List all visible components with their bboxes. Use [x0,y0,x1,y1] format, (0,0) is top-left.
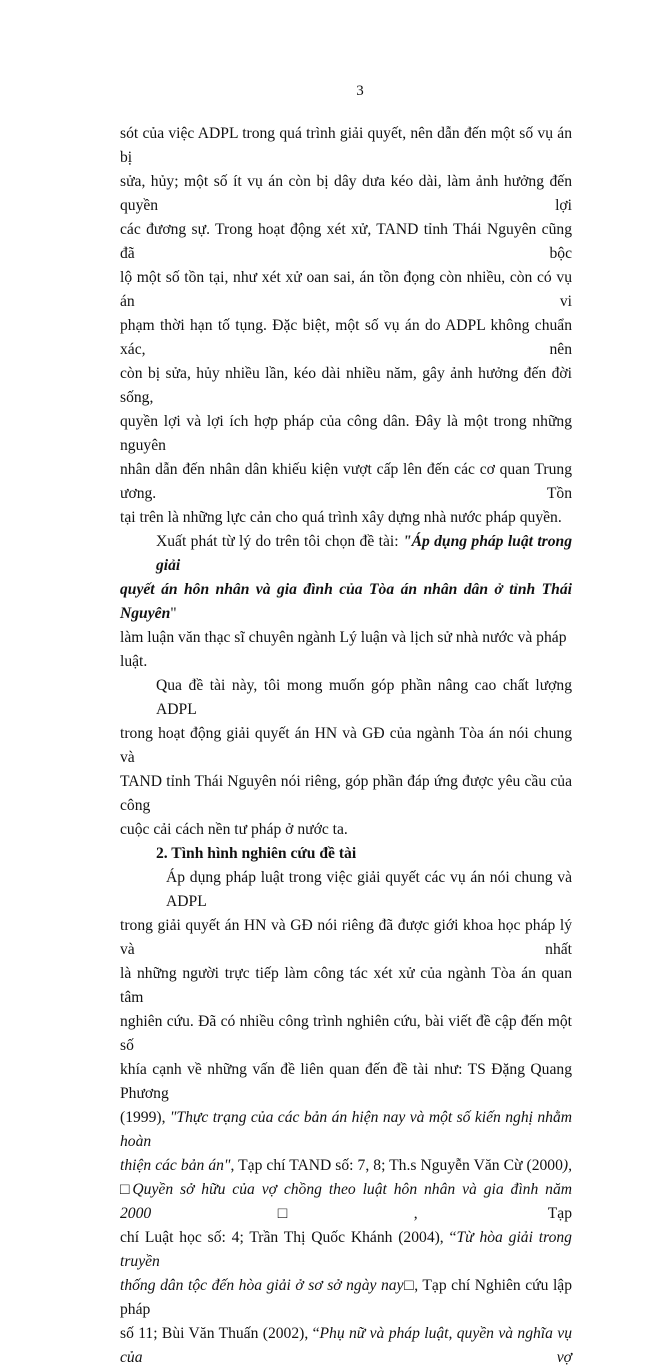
text-segment: khía cạnh về những vấn đề liên quan đến đề tài như: TS Đặng Quang Phương [120,1061,572,1102]
text-line [120,122,572,170]
text-line [120,218,572,266]
text-segment: quyết án hôn nhân và gia đình của Tòa án nhân dân ở tỉnh Thái Nguyên [120,581,572,622]
text-line [120,410,572,458]
text-segment: Từ hòa giải trong truyền [120,1229,572,1270]
text-segment: quyền lợi và lợi ích hợp pháp của công dân. Đây là một trong những nguyên [120,413,572,454]
text-segment: , Tạp [413,1205,573,1222]
text-segment: trong hoạt động giải quyết án HN và GĐ của ngành Tòa án nói chung và [120,725,572,766]
text-segment: , Tạp chí Nghiên cứu lập pháp [120,1277,572,1318]
text-segment: phạm thời hạn tố tụng. Đặc biệt, một số vụ án do ADPL không chuẩn xác, nên [120,317,572,358]
text-segment: □Quyền sở hữu của vợ chồng theo luật hôn nhân và gia đình năm 2000□ [120,1181,572,1222]
text-segment: tại trên là những lực cản cho quá trình xây dựng nhà nước pháp quyền. [120,509,562,526]
text-segment: số 11; Bùi Văn Thuấn (2002), “ [120,1325,320,1342]
text-line [120,578,572,626]
text-segment: ), [562,1157,572,1174]
text-line [120,1058,572,1106]
text-line [120,1274,572,1322]
text-segment: thiện các bản án" [120,1157,231,1174]
text-line [120,506,572,530]
text-line [120,770,572,818]
body-text [120,122,572,1370]
text-segment: thống dân tộc đến hòa giải ở sơ sở ngày nay□ [120,1277,415,1294]
text-line [120,1226,572,1274]
text-segment: còn bị sửa, hủy nhiều lần, kéo dài nhiều năm, gây ảnh hưởng đến đời sống, [120,365,572,406]
text-segment: 2. Tình hình nghiên cứu đề tài [156,845,357,862]
text-segment: lộ một số tồn tại, như xét xử oan sai, án tồn đọng còn nhiều, còn có vụ án vi [120,269,572,310]
text-segment: Áp dụng pháp luật trong việc giải quyết các vụ án nói chung và ADPL [166,869,572,910]
text-line [120,1010,572,1058]
text-line [120,962,572,1010]
text-segment: là những người trực tiếp làm công tác xét xử của ngành Tòa án quan tâm [120,965,572,1006]
text-line [120,674,572,722]
text-line [120,626,572,674]
text-segment: (1999), [120,1109,170,1126]
text-segment: Qua đề tài này, tôi mong muốn góp phần nâng cao chất lượng ADPL [156,677,572,718]
text-line [120,1106,572,1154]
text-segment: " [170,605,177,622]
text-segment: Xuất phát từ lý do trên tôi chọn đề tài: [156,533,403,550]
text-segment: nghiên cứu. Đã có nhiều công trình nghiên cứu, bài viết đề cập đến một số [120,1013,572,1054]
text-line [120,170,572,218]
page-number: 3 [356,83,364,99]
text-segment: sửa, hủy; một số ít vụ án còn bị dây dưa kéo dài, làm ảnh hưởng đến quyền lợi [120,173,572,214]
text-line [120,722,572,770]
text-segment: các đương sự. Trong hoạt động xét xử, TAND tỉnh Thái Nguyên cũng đã bộc [120,221,572,262]
text-segment: sót của việc ADPL trong quá trình giải quyết, nên dẫn đến một số vụ án bị [120,125,572,166]
text-segment: , Tạp chí TAND số: 7, 8; Th.s Nguyễn Văn Cừ (2000 [230,1157,563,1174]
text-line [120,314,572,362]
text-line [120,1178,572,1226]
text-segment: "Áp dụng pháp luật trong giải [156,533,572,574]
text-segment: trong giải quyết án HN và GĐ nói riêng đã được giới khoa học pháp lý và nhất [120,917,572,958]
section-heading [120,842,572,866]
text-line [120,266,572,314]
text-line [120,1154,572,1178]
text-segment: Phụ nữ và pháp luật, quyền và nghĩa vụ của vợ [120,1325,572,1366]
text-segment: cuộc cải cách nền tư pháp ở nước ta. [120,821,348,838]
text-line [120,1322,572,1370]
text-segment: chí Luật học số: 4; Trần Thị Quốc Khánh (2004), “ [120,1229,457,1246]
text-line [120,362,572,410]
text-line [120,818,572,842]
text-line [120,530,572,578]
text-line [120,458,572,506]
text-segment: "Thực trạng của các bản án hiện nay và một số kiến nghị nhằm hoàn [120,1109,572,1150]
text-segment: làm luận văn thạc sĩ chuyên ngành Lý luận và lịch sử nhà nước và pháp luật. [120,629,567,670]
text-segment: nhân dẫn đến nhân dân khiếu kiện vượt cấp lên đến các cơ quan Trung ương. Tồn [120,461,572,502]
text-line [120,866,572,914]
text-segment: TAND tỉnh Thái Nguyên nói riêng, góp phần đáp ứng được yêu cầu của công [120,773,572,814]
text-line [120,914,572,962]
